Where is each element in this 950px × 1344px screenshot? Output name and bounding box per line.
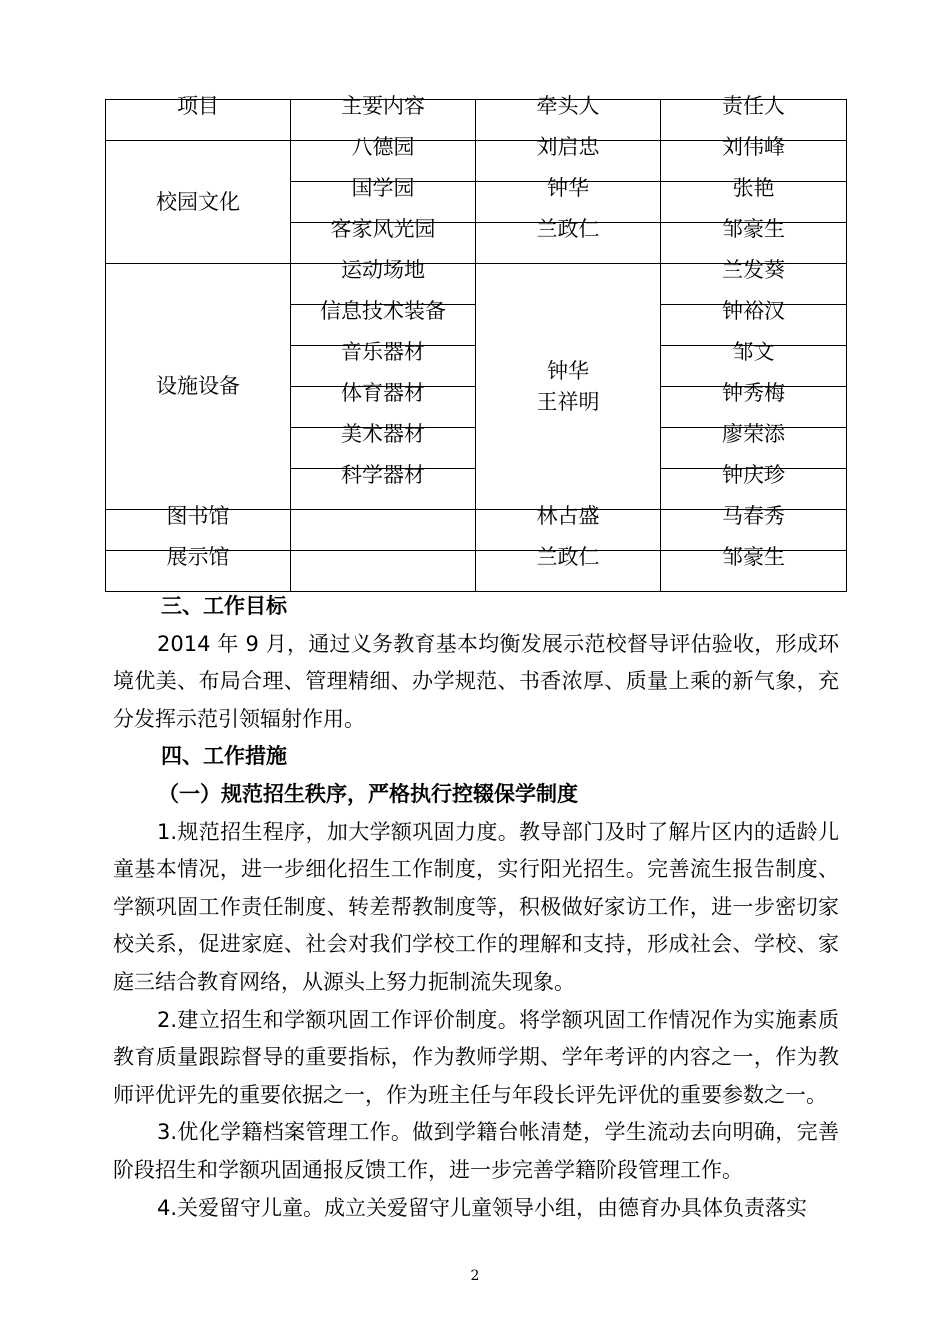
content-cell xyxy=(291,510,476,551)
owner-cell: 钟裕汉 xyxy=(661,305,847,346)
paragraph: 1.规范招生程序，加大学额巩固力度。教导部门及时了解片区内的适龄儿童基本情况，进一步细化招生工作制度，实行阳光招生。完善流生报告制度、学额巩固工作责任制度、转差帮教制度等，积极做好家访工作，进一步密切家校关系，促进家庭、社会对我们学校工作的理解和支持，形成社会、学校、家庭三结合教育网络，从源头上努力扼制流失现象。 xyxy=(113,819,839,994)
owner-cell: 廖荣添 xyxy=(661,428,847,469)
lead-cell xyxy=(476,264,661,510)
header-cell: 主要内容 xyxy=(291,100,476,141)
header-cell: 牵头人 xyxy=(476,100,661,141)
category-cell: 图书馆 xyxy=(106,510,291,551)
subsection-heading: （一）规范招生秩序，严格执行控辍保学制度 xyxy=(158,781,578,806)
table-row xyxy=(106,551,847,592)
page-number: 2 xyxy=(470,1268,480,1284)
content-cell: 美术器材 xyxy=(291,428,476,469)
header-cell: 项目 xyxy=(106,100,291,141)
paragraph: 2014 年 9 月，通过义务教育基本均衡发展示范校督导评估验收，形成环境优美、布局合理、管理精细、办学规范、书香浓厚、质量上乘的新气象，充分发挥示范引领辐射作用。 xyxy=(113,631,839,731)
owner-cell: 邹豪生 xyxy=(661,223,847,264)
lead-cell: 刘启忠 xyxy=(476,141,661,182)
section-heading: 三、工作目标 xyxy=(161,594,287,618)
owner-cell: 刘伟峰 xyxy=(661,141,847,182)
lead-cell: 兰政仁 xyxy=(476,223,661,264)
owner-cell: 邹文 xyxy=(661,346,847,387)
owner-cell: 钟庆珍 xyxy=(661,469,847,510)
owner-cell: 张艳 xyxy=(661,182,847,223)
responsibility-table xyxy=(105,94,847,592)
content-cell: 运动场地 xyxy=(291,264,476,305)
owner-cell: 兰发葵 xyxy=(661,264,847,305)
header-cell: 责任人 xyxy=(661,100,847,141)
lead-cell: 兰政仁 xyxy=(476,551,661,592)
section-heading: 四、工作措施 xyxy=(161,744,287,769)
content-cell xyxy=(291,551,476,592)
owner-cell: 马春秀 xyxy=(661,510,847,551)
paragraph: 2.建立招生和学额巩固工作评价制度。将学额巩固工作情况作为实施素质教育质量跟踪督导的重要指标，作为教师学期、学年考评的内容之一，作为教师评优评先的重要依据之一，作为班主任与年段长评先评优的重要参数之一。 xyxy=(113,1007,839,1107)
content-cell: 体育器材 xyxy=(291,387,476,428)
lead-name: 王祥明 xyxy=(536,389,600,414)
lead-cell: 钟华 xyxy=(476,182,661,223)
owner-cell: 钟秀梅 xyxy=(661,387,847,428)
paragraph: 3.优化学籍档案管理工作。做到学籍台帐清楚，学生流动去向明确，完善阶段招生和学额巩固通报反馈工作，进一步完善学籍阶段管理工作。 xyxy=(113,1120,839,1182)
paragraph: 4.关爱留守儿童。成立关爱留守儿童领导小组，由德育办具体负责落实 xyxy=(157,1195,808,1220)
content-cell: 国学园 xyxy=(291,182,476,223)
owner-cell: 邹豪生 xyxy=(661,551,847,592)
category-cell: 设施设备 xyxy=(106,264,291,510)
body-text xyxy=(113,588,839,1227)
content-cell: 八德园 xyxy=(291,141,476,182)
lead-cell: 林占盛 xyxy=(476,510,661,551)
content-cell: 科学器材 xyxy=(291,469,476,510)
category-cell: 展示馆 xyxy=(106,551,291,592)
content-cell: 信息技术装备 xyxy=(291,305,476,346)
content-cell: 音乐器材 xyxy=(291,346,476,387)
lead-name: 钟华 xyxy=(547,358,589,383)
category-cell: 校园文化 xyxy=(106,141,291,264)
content-cell: 客家风光园 xyxy=(291,223,476,264)
